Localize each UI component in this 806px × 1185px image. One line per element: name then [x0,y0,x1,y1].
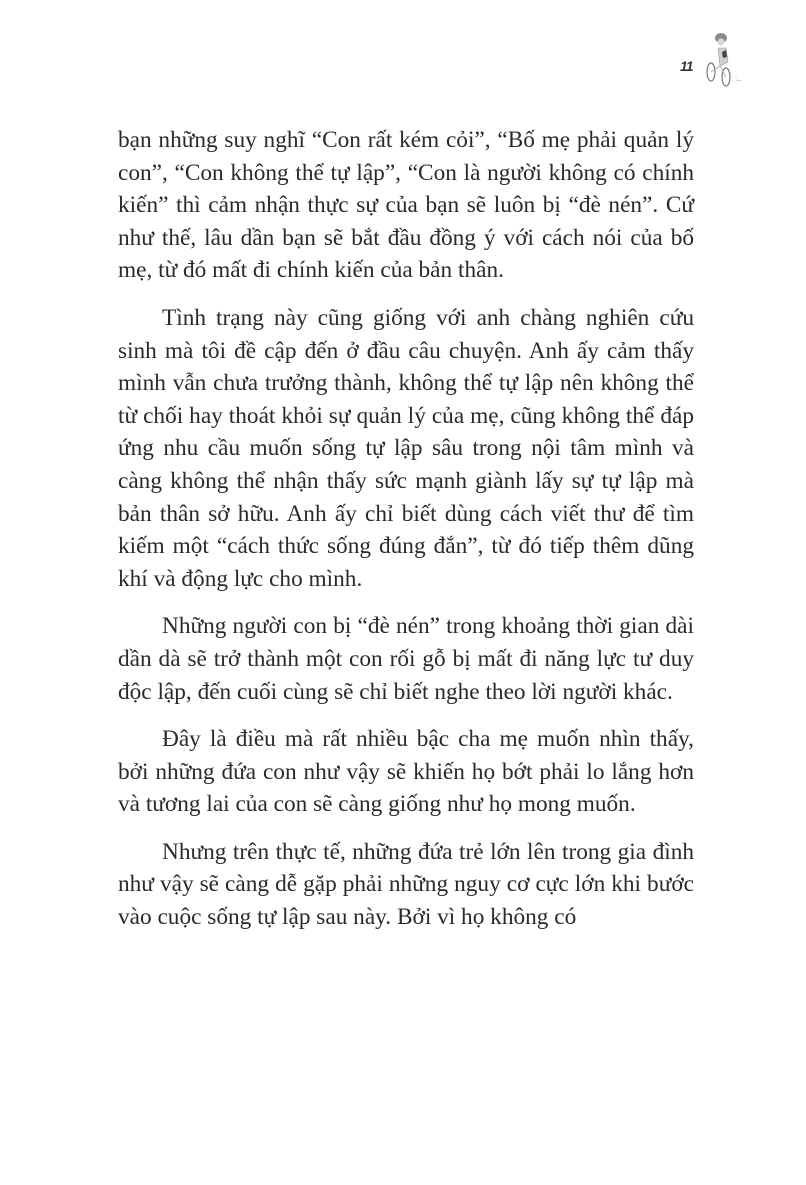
paragraph: Những người con bị “đè nén” trong khoảng thời gian dài dần dà sẽ trở thành một con rối gỗ bị mất đi năng lực tư duy độc lập, đến cuối cùng sẽ chỉ biết nghe theo lời người khác. [118,613,694,705]
paragraph: Nhưng trên thực tế, những đứa trẻ lớn lên trong gia đình như vậy sẽ càng dễ gặp phải những nguy cơ cực lớn khi bước vào cuộc sống tự lập sau này. Bởi vì họ không có [118,838,694,931]
page-number: 11 [680,58,693,74]
girl-on-bicycle-illustration [696,30,746,88]
paragraph: Tình trạng này cũng giống với anh chàng nghiên cứu sinh mà tôi đề cập đến ở đầu câu chuyện. Anh ấy cảm thấy mình vẫn chưa trưởng thành, không thể tự lập nên không thể từ chối hay thoát khỏi sự quản lý của mẹ, cũng không thể đáp ứng nhu cầu muốn sống tự lập sâu trong nội tâm mình và càng không thể nhận thấy sức mạnh giành lấy sự tự lập mà bản thân sở hữu. Anh ấy chỉ biết dùng cách viết thư để tìm kiếm một “cách thức sống đúng đắn”, từ đó tiếp thêm dũng khí và động lực cho mình. [118,304,694,592]
paragraph: Đây là điều mà rất nhiều bậc cha mẹ muốn nhìn thấy, bởi những đứa con như vậy sẽ khiến họ bớt phải lo lắng hơn và tương lai của con sẽ càng giống như họ mong muốn. [118,726,694,818]
page-header [0,0,806,100]
paragraph: bạn những suy nghĩ “Con rất kém cỏi”, “Bố mẹ phải quản lý con”, “Con không thể tự lập”, “Con là người không có chính kiến” thì cảm nhận thực sự của bạn sẽ luôn bị “đè nén”. Cứ như thế, lâu dần bạn sẽ bắt đầu đồng ý với cách nói của bố mẹ, từ đó mất đi chính kiến của bản thân. [118,127,694,284]
page-body [118,124,694,949]
